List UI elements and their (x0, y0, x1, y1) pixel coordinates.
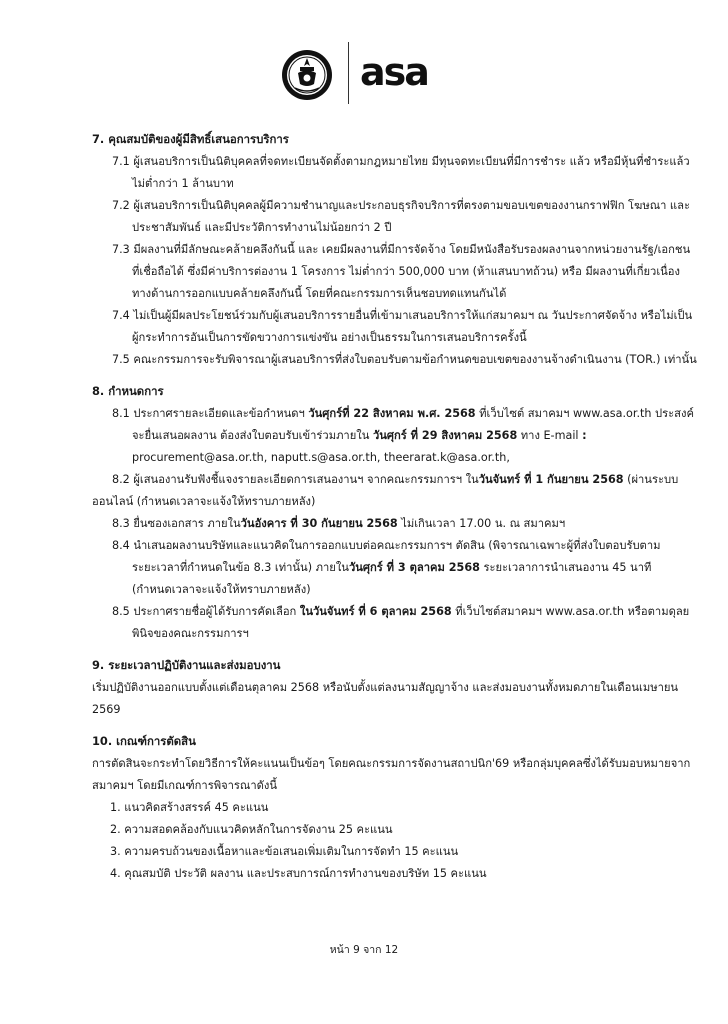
asa-seal-logo (281, 46, 333, 102)
item-8-2-line-2: ออนไลน์ (กำหนดเวลาจะแจ้งให้ทราบภายหลัง) (92, 495, 316, 508)
criteria-4: 4. คุณสมบัติ ประวัติ ผลงาน และประสบการณ์การทำงานของบริษัท 15 คะแนน (110, 867, 487, 880)
text: (ผ่านระบบ (623, 473, 679, 486)
text: 8.5 ประกาศรายชื่อผู้ได้รับการคัดเลือก (112, 605, 300, 618)
item-8-1-emails: procurement@asa.or.th, naputt.s@asa.or.th, theerarat.k@asa.or.th, (132, 451, 510, 464)
text: ระยะเวลาที่กำหนดในข้อ 8.3 เท่านั้น) ภายใน (132, 561, 349, 574)
criteria-3: 3. ความครบถ้วนของเนื้อหาและข้อเสนอเพิ่มเติมในการจัดทำ 15 คะแนน (110, 845, 459, 858)
item-8-3-line-1 (112, 518, 565, 529)
reply-deadline: วันศุกร์ ที่ 29 สิงหาคม 2568 (372, 429, 518, 442)
section-9-line-1: เริ่มปฏิบัติงานออกแบบตั้งแต่เดือนตุลาคม 2568 หรือนับตั้งแต่ลงนามสัญญาจ้าง และส่งมอบงานทั้งหมดภายในเดือนเมษายน (92, 681, 679, 694)
item-7-2-line-2: ประชาสัมพันธ์ และมีประวัติการทำงานไม่น้อยกว่า 2 ปี (132, 221, 392, 234)
presentation-date: วันศุกร์ ที่ 3 ตุลาคม 2568 (348, 561, 480, 574)
text: 8.1 ประกาศรายละเอียดและข้อกำหนดฯ (112, 407, 309, 420)
asa-wordmark-logo (360, 56, 448, 90)
item-7-5-line-1: 7.5 คณะกรรมการจะรับพิจารณาผู้เสนอบริการที่ส่งใบตอบรับตามข้อกำหนดขอบเขตของงานจ้างดำเนินงาน (TOR.) เท่านั้น (112, 353, 697, 366)
svg-text:asa: asa (360, 56, 428, 90)
section-9-title: 9. ระยะเวลาปฏิบัติงานและส่งมอบงาน (92, 658, 281, 672)
document-header (0, 40, 728, 106)
text: ที่เว็บไซต์ สมาคมฯ www.asa.or.th ประสงค์ (475, 407, 694, 420)
item-8-5-line-1 (112, 606, 689, 617)
item-7-2-line-1: 7.2 ผู้เสนอบริการเป็นนิติบุคคลผู้มีความชำนาญและประกอบธุรกิจบริการที่ตรงตามขอบเขตของงานกราฟฟิก โฆษณา และ (112, 199, 691, 212)
item-7-3-line-1: 7.3 มีผลงานที่มีลักษณะคล้ายคลึงกันนี้ และ เคยมีผลงานที่มีการจัดจ้าง โดยมีหนังสือรับรองผลงานจากหน่วยงานรัฐ/เอกชน (112, 243, 691, 256)
section-10-line-1: การตัดสินจะกระทำโดยวิธีการให้คะแนนเป็นข้อๆ โดยคณะกรรมการจัดงานสถาปนิก'69 หรือกลุ่มบุคคลซึ่งได้รับมอบหมายจาก (92, 757, 691, 770)
item-7-1-line-1: 7.1 ผู้เสนอบริการเป็นนิติบุคคลที่จดทะเบียนจัดตั้งตามกฎหมายไทย มีทุนจดทะเบียนที่มีการชำระ แล้ว หรือมีหุ้นที่ชำระแล้ว (112, 155, 690, 168)
text: 8.3 ยื่นซองเอกสาร ภายใน (112, 517, 241, 530)
submission-date: วันอังคาร ที่ 30 กันยายน 2568 (240, 517, 398, 530)
section-10-title: 10. เกณฑ์การตัดสิน (92, 734, 196, 748)
item-7-3-line-3: ทางด้านการออกแบบคล้ายคลึงกันนี้ โดยที่คณะกรรมการเห็นชอบทดแทนกันได้ (132, 287, 507, 300)
text: ระยะเวลาการนำเสนองาน 45 นาที (479, 561, 652, 574)
item-8-4-line-3: (กำหนดเวลาจะแจ้งให้ทราบภายหลัง) (132, 583, 311, 596)
result-date: ในวันจันทร์ ที่ 6 ตุลาคม 2568 (299, 605, 452, 618)
item-7-4-line-2: ผู้กระทำการอันเป็นการขัดขวางการแข่งขัน อย่างเป็นธรรมในการเสนอบริการครั้งนี้ (132, 331, 527, 344)
section-7-title: 7. คุณสมบัติของผู้มีสิทธิ์เสนอการบริการ (92, 132, 289, 146)
item-8-1-line-1 (112, 408, 694, 419)
item-8-4-line-1: 8.4 นำเสนอผลงานบริษัทและแนวคิดในการออกแบบต่อคณะกรรมการฯ ตัดสิน (พิจารณาเฉพาะผู้ที่ส่งใบตอบรับตาม (112, 539, 661, 552)
text: ที่เว็บไซต์สมาคมฯ www.asa.or.th หรือตามดุลย (451, 605, 690, 618)
page-number: หน้า 9 จาก 12 (329, 944, 399, 956)
announce-date: วันศุกร์ที่ 22 สิงหาคม พ.ศ. 2568 (308, 407, 476, 420)
section-10-line-2: สมาคมฯ โดยมีเกณฑ์การพิจารณาดังนี้ (92, 779, 277, 792)
text: ไม่เกินเวลา 17.00 น. ณ สมาคมฯ (397, 517, 566, 530)
section-8-title: 8. กำหนดการ (92, 384, 164, 398)
text: จะยื่นเสนอผลงาน ต้องส่งใบตอบรับเข้าร่วมภายใน (132, 429, 373, 442)
item-7-4-line-1: 7.4 ไม่เป็นผู้มีผลประโยชน์ร่วมกับผู้เสนอบริการรายอื่นที่เข้ามาเสนอบริการให้แก่สมาคมฯ ณ วันประกาศจัดจ้าง หรือไม่เป็น (112, 309, 693, 322)
text: 8.2 ผู้เสนองานรับฟังชี้แจงรายละเอียดการเสนองานฯ จากคณะกรรมการฯ ใน (112, 473, 479, 486)
briefing-date: วันจันทร์ ที่ 1 กันยายน 2568 (478, 473, 624, 486)
item-8-2-line-1 (112, 474, 678, 485)
criteria-1: 1. แนวคิดสร้างสรรค์ 45 คะแนน (110, 801, 269, 814)
text: : (582, 429, 587, 442)
criteria-2: 2. ความสอดคล้องกับแนวคิดหลักในการจัดงาน 25 คะแนน (110, 823, 393, 836)
item-7-3-line-2: ที่เชื่อถือได้ ซึ่งมีค่าบริการต่องาน 1 โครงการ ไม่ต่ำกว่า 500,000 บาท (ห้าแสนบาทถ้วน) หรือ มีผลงานที่เกี่ยวเนื่อง (132, 265, 680, 278)
item-8-1-line-2 (132, 430, 587, 441)
item-7-1-line-2: ไม่ต่ำกว่า 1 ล้านบาท (132, 177, 234, 190)
section-9-line-2: 2569 (92, 703, 121, 716)
item-8-5-line-2: พินิจของคณะกรรมการฯ (132, 627, 249, 640)
text: ทาง E-mail (517, 429, 583, 442)
item-8-4-line-2 (132, 562, 651, 573)
header-divider (348, 42, 349, 104)
